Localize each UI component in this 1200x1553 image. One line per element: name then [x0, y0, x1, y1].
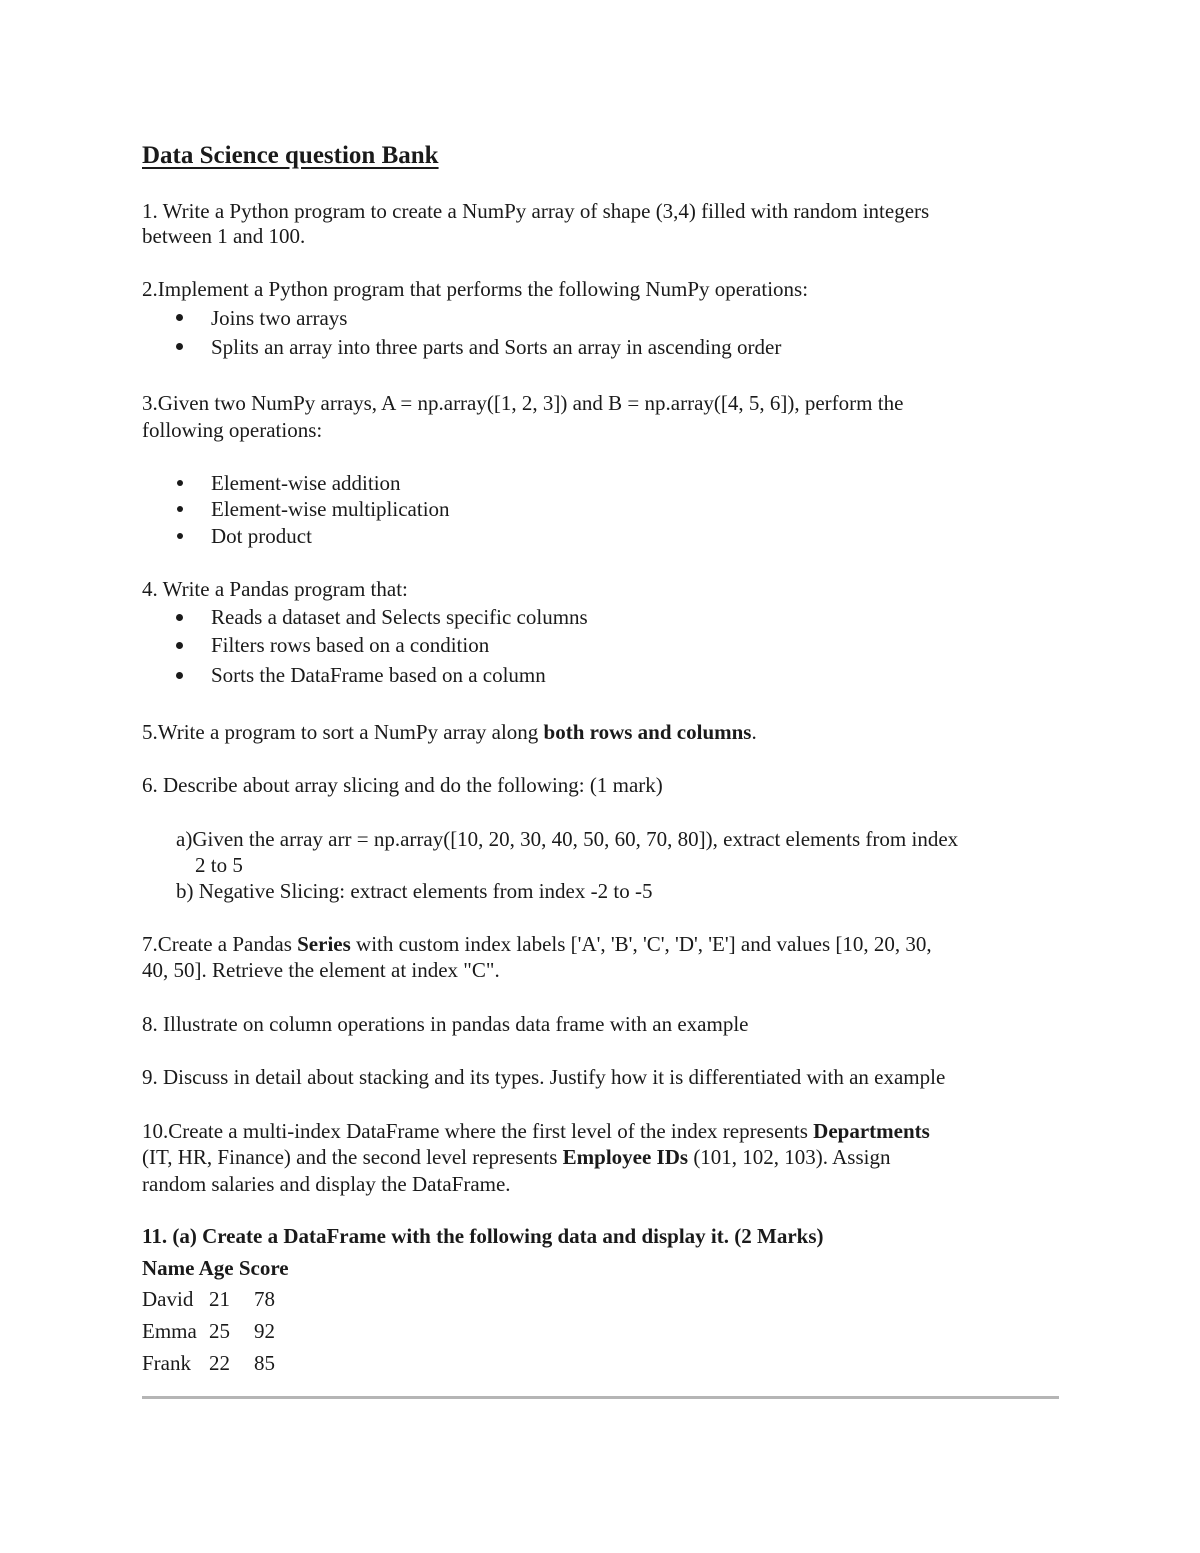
question-10-line-3: random salaries and display the DataFrame.: [142, 1172, 511, 1196]
bullet-icon: [177, 506, 183, 512]
question-4-bullet-2: Filters rows based on a condition: [211, 633, 490, 657]
question-10-line-1: [142, 1118, 930, 1144]
question-3-line-1: 3.Given two NumPy arrays, A = np.array([1, 2, 3]) and B = np.array([4, 5, 6]), perform the: [142, 391, 904, 415]
question-2-stem: 2.Implement a Python program that performs the following NumPy operations:: [142, 277, 809, 301]
page-title: Data Science question Bank: [142, 142, 439, 169]
question-1-line-2: between 1 and 100.: [142, 224, 306, 248]
question-10-text-2: (IT, HR, Finance) and the second level represents: [142, 1145, 563, 1169]
question-6-stem: 6. Describe about array slicing and do the following: (1 mark): [142, 773, 663, 797]
question-9: 9. Discuss in detail about stacking and its types. Justify how it is differentiated with an example: [142, 1065, 946, 1089]
question-3-bullet-1: Element-wise addition: [211, 471, 401, 495]
question-6-part-a-line-1: a)Given the array arr = np.array([10, 20, 30, 40, 50, 60, 70, 80]), extract elements from index: [176, 827, 959, 851]
question-10-emphasis-departments: Departments: [813, 1119, 930, 1143]
question-3-bullet-2: Element-wise multiplication: [211, 497, 450, 521]
question-2-bullet-1: Joins two arrays: [211, 306, 348, 330]
question-1-line-1: 1. Write a Python program to create a NumPy array of shape (3,4) filled with random integers: [142, 199, 930, 223]
question-4-bullet-1: Reads a dataset and Selects specific columns: [211, 605, 588, 629]
question-7-text: 7.Create a Pandas: [142, 932, 298, 956]
question-4-bullet-3: Sorts the DataFrame based on a column: [211, 663, 546, 687]
question-5: [142, 719, 757, 745]
question-7-text-rest: with custom index labels ['A', 'B', 'C', 'D', 'E'] and values [10, 20, 30,: [350, 932, 932, 956]
question-10-emphasis-employee-ids: Employee IDs: [562, 1145, 689, 1169]
question-5-period: .: [751, 720, 757, 744]
bullet-icon: [177, 480, 183, 486]
question-10-line-2: [142, 1144, 891, 1170]
question-5-emphasis: both rows and columns: [543, 720, 752, 744]
table-header: [142, 1255, 289, 1281]
question-6-part-a-line-2: 2 to 5: [195, 853, 243, 877]
column-header-name: Name: [142, 1256, 195, 1280]
table-row-cell-age: 21: [209, 1287, 230, 1311]
bullet-icon: [177, 533, 183, 539]
question-3-bullet-3: Dot product: [211, 524, 312, 548]
question-11-heading: 11. (a) Create a DataFrame with the following data and display it. (2 Marks): [142, 1224, 824, 1248]
question-4-stem: 4. Write a Pandas program that:: [142, 577, 408, 601]
question-5-text: 5.Write a program to sort a NumPy array along: [142, 720, 544, 744]
question-6-part-b: b) Negative Slicing: extract elements from index -2 to -5: [176, 879, 653, 903]
column-header-score: Score: [238, 1256, 289, 1280]
table-row-cell-name: Emma: [142, 1319, 197, 1343]
table-row-cell-score: 92: [254, 1319, 275, 1343]
question-2-bullet-2: Splits an array into three parts and Sorts an array in ascending order: [211, 335, 782, 359]
table-row-cell-score: 85: [254, 1351, 275, 1375]
question-10-text-3: (101, 102, 103). Assign: [688, 1145, 891, 1169]
question-3-line-2: following operations:: [142, 418, 323, 442]
bullet-icon: [176, 343, 183, 350]
table-row-cell-name: David: [142, 1287, 194, 1311]
question-8: 8. Illustrate on column operations in pandas data frame with an example: [142, 1012, 749, 1036]
horizontal-rule: [142, 1396, 1059, 1399]
question-7-line-1: [142, 931, 932, 957]
bullet-icon: [176, 642, 183, 649]
table-row-cell-age: 25: [209, 1319, 230, 1343]
bullet-icon: [176, 314, 183, 321]
question-7-line-2: 40, 50]. Retrieve the element at index "C".: [142, 958, 500, 982]
table-row-cell-score: 78: [254, 1287, 275, 1311]
column-header-age: Age: [198, 1256, 234, 1280]
table-row-cell-name: Frank: [142, 1351, 191, 1375]
table-row-cell-age: 22: [209, 1351, 230, 1375]
bullet-icon: [176, 672, 183, 679]
bullet-icon: [176, 614, 183, 621]
question-10-text: 10.Create a multi-index DataFrame where the first level of the index represents: [142, 1119, 814, 1143]
question-7-emphasis: Series: [297, 932, 351, 956]
